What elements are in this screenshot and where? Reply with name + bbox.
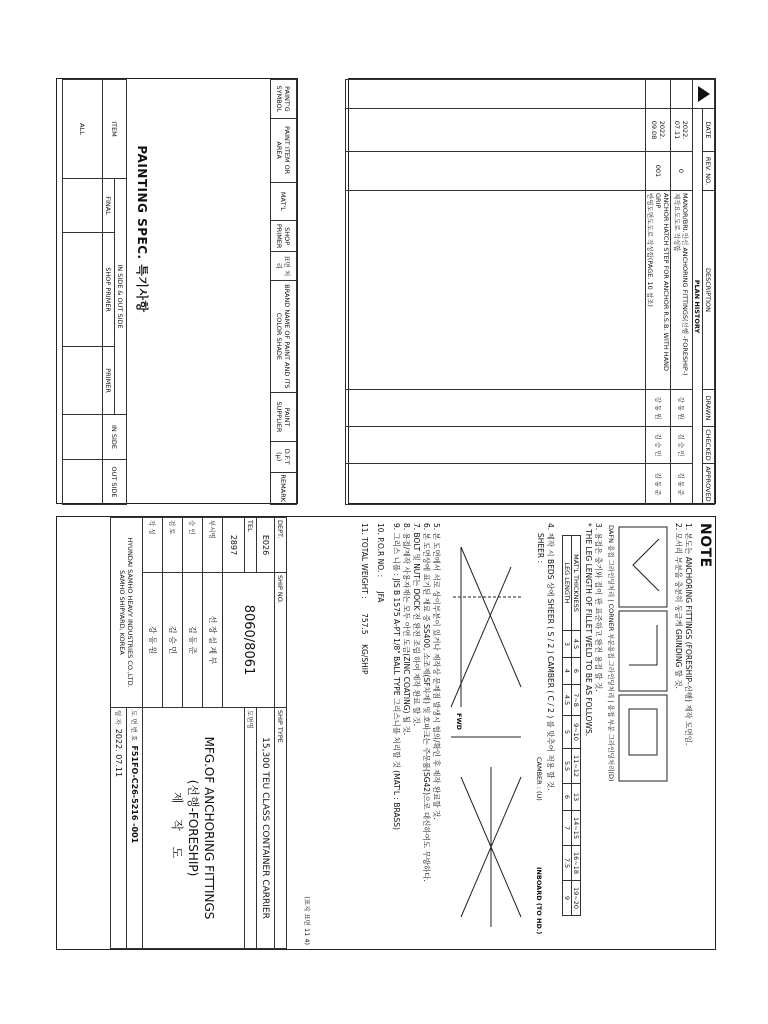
checked-header: CHECKED: [703, 427, 715, 464]
note-line-11: 11. TOTAL WEIGHT : 757.5 KG/SHIP: [360, 523, 369, 675]
drawn-by: 강 동 원: [143, 573, 163, 708]
out-side-header: OUT SIDE: [103, 460, 127, 505]
inboard-label: INBOARD (TO HD.): [535, 867, 543, 935]
note-line-7: 7. BOLT 및 NUT는 DOCK 전 완전 조립 하여 제작 완료 할 것.: [412, 523, 421, 726]
note-line-fillet: * THE LEG LENGTH OF FILLET WELD TO BE AS FOLLOWS.: [584, 523, 593, 737]
surface-treat-header: 표면 처리: [271, 252, 297, 280]
note-line-1: 1. 본도는 ANCHORING FITTINGS (FORESHIP-선행) 제작 도면임.: [684, 523, 693, 746]
title-block: DEPT. SHIP NO. SHIP TYPE E026 8060/8061 15,300 TEU CLASS CONTAINER CARRIER TEL 도면명 2897 MFG.OF ANCHORING FITTINGS (선행-FORESHIP) 제 작 도 부서명 선 장 설 계 부 승 인 김 동 준 검 토 김 승 민 작 성 강 동 원 HYUNDAI SAMHO HEAVY INDUSTRIES CO.,LTD. SAMHO SHIPYARD, KOREA 도 면 번 호 F51FO-C26-5216 -001 일 자 2022. 07.11: [57, 517, 287, 949]
item-all-cell: ALL: [63, 80, 103, 179]
paint-supplier-header: PAINT SUPPLIER: [271, 393, 297, 442]
primer-header: PRIMER: [103, 347, 115, 415]
dwg-no-cell: 도 면 번 호 F51FO-C26-5216 -001: [127, 708, 143, 949]
painting-spec-frame: [56, 78, 298, 504]
tel-value: 2897: [223, 518, 245, 573]
plan-history-frame: [348, 78, 716, 504]
checked-by: 김 승 민: [163, 573, 183, 708]
painting-spec-table: [270, 79, 297, 505]
paint-symbol-header: PAINT'G SYMBOL: [271, 80, 297, 119]
table-row: MAT'L THICKNESS 4.5 6 7~8 9~10 11~12 13 14~15 16~18 19~20: [572, 536, 581, 916]
description-header: DESCRIPTION: [703, 191, 715, 390]
note-ref: (표지 표면 11 4): [303, 896, 311, 945]
shop-primer-header: SHOP PRIMER: [271, 221, 297, 252]
drawn-header: DRAWN: [703, 390, 715, 427]
item-header: ITEM: [103, 80, 127, 179]
sheer-camber-diagram-icon: [445, 537, 531, 937]
dft-header: D.F.T (μ): [271, 441, 297, 472]
rev-header: REV. NO.: [703, 152, 715, 191]
painting-spec-title: PAINTING SPEC. 특기사항: [135, 145, 149, 313]
date-header: DATE: [703, 109, 715, 152]
note-title: NOTE: [697, 523, 713, 568]
table-row: 2022. 07.11 0 MANOR/BRI.안선 ANCHORING FITTINGS(선행 -FORESHIP-) 제작요도도로 작성함 강 동 원 김 승 민 김 동 준: [671, 80, 693, 505]
camber-label: CAMBER : (U): [535, 757, 543, 801]
fillet-table: [562, 535, 581, 916]
ship-type-value: 15,300 TEU CLASS CONTAINER CARRIER: [257, 708, 275, 949]
dwg-title: MFG.OF ANCHORING FITTINGS (선행-FORESHIP) 제 작 도: [143, 708, 245, 949]
matl-header: MAT'L: [271, 182, 297, 221]
approved-by: 김 동 준: [183, 573, 203, 708]
note-title-frame: [56, 516, 716, 950]
table-row: LEG LENGTH 3 4 4.5 5 5.5 6 7 7.5 9: [563, 536, 572, 916]
dept-name-value: 선 장 설 계 부: [203, 573, 223, 708]
painting-item-table: [62, 79, 127, 505]
note-line-5: 5. 본 도면에서 서로 상이부분이 있거나 제작상 문제점 발생시 협의/확인 후 제작 완료할 것.: [432, 523, 441, 820]
note-section: NOTE (표지 표면 11 4) 1. 본도는 ANCHORING FITTINGS (FORESHIP-선행) 제작 도면임. 2. 모서리 부분을 충분히 둥글게 GRINDING 할 것. DAFN 용접 그라인딩처리 | CORNER 부분용접 그라인딩처리 | 용접 부분 그라인딩처리(D) 3. 용접은 충기와 접이 판 표준하고 완전 용접 할 것. * THE LEG LENGTH OF FILLET WELD TO BE AS FOLLOWS. MAT'L THICKNESS 4.5 6 7~8 9~10 11~12 13 14~15 16~18 19~20 LEG LENGTH 3 4 4.5 5 5.5 6 7 7.5 9 4. 제작 시 BEDS 상에 SHEER ( S / 2 ) CAMBER ( C / 2 ) 를 맞추어 적용 할 것. SHEER : CAMBER : (U) FWD INBOARD (TO HD.) 5. 본 도면에서 서로 상이부분이 있거나 제작상 문제점 발생시 협의/확인 후 제작 완료할 것. 6. 본 도면상에 표기된 재료 중 SS400, 소조제(SF차제) 및 호파크는 주문품(SG42)으로 대신하여도 무방하다. 7. BOLT 및 NUT는 DOCK 전 완전 조립 하여 제작 완료 할 것. 8. 용접/제작 사용자재는 모두 아연 도금(ZINC COATING) 될 것. 9. 그리스 니플 : JIS B 1575 A-PT 1/8" BALL TYPE 그리스니플 처리할 것 (MAT'L : BRASS) 10. P.O.R NO. : JFA 11. TOTAL WEIGHT : 757.5 KG/SHIP: [303, 523, 713, 945]
paint-item-header: PAINT ITEM OR AREA: [271, 118, 297, 182]
ship-no-value: 8060/8061: [223, 573, 275, 708]
note-line-3: 3. 용접은 충기와 접이 판 표준하고 완전 용접 할 것.: [594, 523, 603, 692]
weld-detail-icon: [617, 525, 669, 785]
triangle-logo-icon: [699, 86, 711, 102]
note-line-8: 8. 용접/제작 사용자재는 모두 아연 도금(ZINC COATING) 될 것.: [402, 523, 411, 736]
note-line-9: 9. 그리스 니플 : JIS B 1575 A-PT 1/8" BALL TYPE 그리스니플 처리할 것 (MAT'L : BRASS): [392, 523, 401, 830]
in-side-header: IN SIDE: [103, 415, 127, 460]
final-header: FINAL: [103, 179, 115, 233]
dept-value: E026: [257, 518, 275, 573]
date-cell: 일 자 2022. 07.11: [111, 708, 127, 949]
remark-header: REMARK: [271, 472, 297, 504]
note-line-2: 2. 모서리 부분을 충분히 둥글게 GRINDING 할 것.: [674, 523, 683, 689]
approved-header: APPROVED: [703, 464, 715, 505]
table-row: 2022. 09.08 001 ANCHOR HATCH STEP FOR ANCHOR R.S.B. WITH HAND GRIP 반영도면도도로 작성함(PAGE. 10 참조) 강 동 원 김 승 민 김 동 준: [646, 80, 671, 505]
in-out-side-header: IN SIDE & OUT SIDE: [115, 179, 127, 415]
shop-primer-sub-header: SHOP PRIMER: [103, 233, 115, 347]
plan-history-table: [345, 79, 715, 505]
brand-name-header: BRAND NAME OF PAINT AND ITS COLOR SHADE: [271, 280, 297, 393]
note-line-10: 10. P.O.R NO. : JFA: [376, 523, 385, 603]
fwd-label: FWD: [455, 713, 463, 731]
plan-history-title: PLAN HISTORY: [693, 109, 703, 505]
company-name: HYUNDAI SAMHO HEAVY INDUSTRIES CO.,LTD. SAMHO SHIPYARD, KOREA: [111, 518, 143, 708]
note-line-6: 6. 본 도면상에 표기된 재료 중 SS400, 소조제(SF차제) 및 호파크는 주문품(SG42)으로 대신하여도 무방하다.: [422, 523, 431, 882]
note-line-4: 4. 제작 시 BEDS 상에 SHEER ( S / 2 ) CAMBER ( C / 2 ) 를 맞추어 적용 할 것.: [546, 523, 555, 791]
plan-logo-cell: [693, 80, 715, 109]
sheer-label: SHEER :: [536, 533, 545, 563]
